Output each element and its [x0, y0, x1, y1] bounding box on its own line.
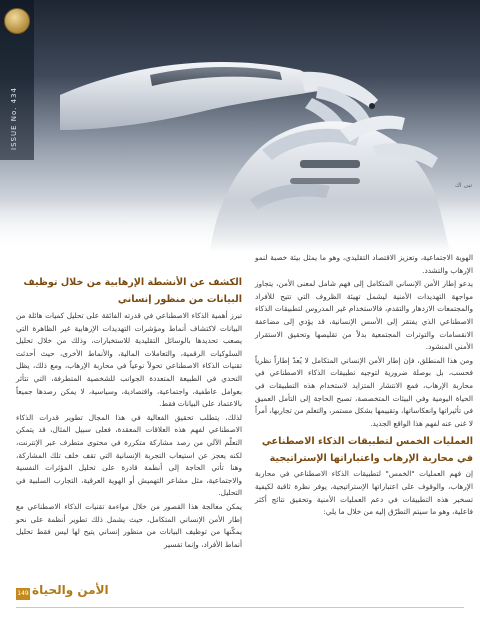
- robot-hand-illustration: [0, 0, 480, 252]
- page-number: 149: [16, 588, 30, 600]
- right-column: [255, 252, 473, 519]
- right-paragraph-3: ومن هذا المنطلق، فإن إطار الأمن الإنساني المتكامل لا يُعدّ إطاراً نظرياً فحسب، بل بوصلة ضرورية لتوجيه تطبيقات الذكاء الاصطناعي في محاربة الإرهاب، فمع الانتشار المتزايد لاستخدام هذه التطبيقات في الحياة اليومية وفي البيئات المتخصصة، تصبح الحاجة إلى التأمل العميق في تأثيراتها وانعكاساتها، وتقييمها بشكل مستمر، والتعلم من تجاربها، أمراً لا غنى عنه لفهم هذا الواقع الجديد.: [255, 355, 473, 428]
- right-paragraph-1: الهوية الاجتماعية، وتعزيز الاقتصاد التقليدي، وهو ما يمثل بيئة خصبة لنمو الإرهاب والتشدد.: [255, 253, 473, 275]
- left-paragraph-2: لذلك، يتطلب تحقيق الفعالية في هذا المجال تطوير قدرات الذكاء الاصطناعي لفهم هذه العلاقات المعقدة، فعلى سبيل المثال، قد يتمكن التعلّم الآلي من رصد مشاركة متكررة في محتوى متطرف عبر الإنترنت، لكنه يعجز عن استيعاب التجربة الإنسانية التي تقف خلف تلك المشاركة، وهنا تأتي الحاجة إلى أنظمة قادرة على تحليل المؤثرات النفسية والاجتماعية، مثل مشاعر التهميش أو الهوية العرقية، التجارب السلبية في التحليل.: [16, 412, 242, 498]
- footer-divider: [16, 607, 464, 608]
- hero-caption: تبى اك: [454, 182, 472, 189]
- section-heading-detection: الكشف عن الأنشطة الإرهابية من خلال توظيف البيانات من منظور إنساني: [23, 277, 242, 305]
- left-paragraph-1: تبرز أهمية الذكاء الاصطناعي في قدرته الفائقة على تحليل كميات هائلة من البيانات لاكتشاف أنماط ومؤشرات التهديدات الإرهابية غير الظاهرة التي يصعب تحديدها بالوسائل التقليدية للاستخبارات، وذلك من خلال تحليل السلوكيات الرقمية، والتعاملات المالية، والأنماط الأخرى، حيث أحدثت تقنيات الذكاء الاصطناعي تحولاً نوعياً في محاربة الإرهاب، ومع ذلك، يظل التحدي في الطبيعة المتعددة الجوانب للشخصية المتطرفة، التي تتأثر بعوامل عاطفية، واجتماعية، واقتصادية، وسياسية، لا يمكن رصدها جميعاً بالاعتماد على البيانات فقط.: [16, 311, 242, 409]
- hero-image: [0, 0, 480, 252]
- issue-number-label: ISSUE No. 434: [10, 87, 18, 150]
- left-paragraph-3: يمكن معالجة هذا القصور من خلال مواءمة تقنيات الذكاء الاصطناعي مع إطار الأمن الإنساني المتكامل، حيث يشمل ذلك تطوير أنظمة على نحو يمكّنها من توظيف البيانات من منظور إنساني يتيح لها ليس فقط تحليل أنماط الأفراد، وإنما تفسير: [16, 501, 242, 549]
- magazine-name: الأمن والحياة: [32, 583, 109, 597]
- right-paragraph-2: يدعو إطار الأمن الإنساني المتكامل إلى فهم شامل لمعنى الأمن، يتجاوز مواجهة التهديدات الأمنية ليشمل تهيئة الظروف التي تتيح للأفراد والمجتمعات الازدهار والتقدم، فالاستخدام غير المدروس لتطبيقات الذكاء الاصطناعي الذي يفتقر إلى الأسس الإنسانية، قد يؤدي إلى مضاعفة الانقسامات والتوترات المجتمعية بدلاً من تقليصها وتحقيق الاستقرار الأمني المنشود.: [255, 279, 473, 352]
- section-heading-five-processes: العمليات الخمس لتطبيقات الذكاء الاصطناعي في محاربة الإرهاب واعتباراتها الإستراتيجية: [261, 436, 473, 465]
- magazine-emblem-icon: [4, 8, 30, 34]
- left-column: [16, 252, 242, 551]
- right-paragraph-4: إن فهم العمليات "الخمس" لتطبيقات الذكاء الاصطناعي في محاربة الإرهاب، والوقوف على اعتباراتها الإستراتيجية، يوفر نظرة ثاقبة لكيفية تسخير هذه التطبيقات في دعم العمليات الأمنية وتحقيق نتائج أكثر فاعلية، وهو ما سيتم التطرّق إليه من خلال ما يلي:: [255, 469, 473, 517]
